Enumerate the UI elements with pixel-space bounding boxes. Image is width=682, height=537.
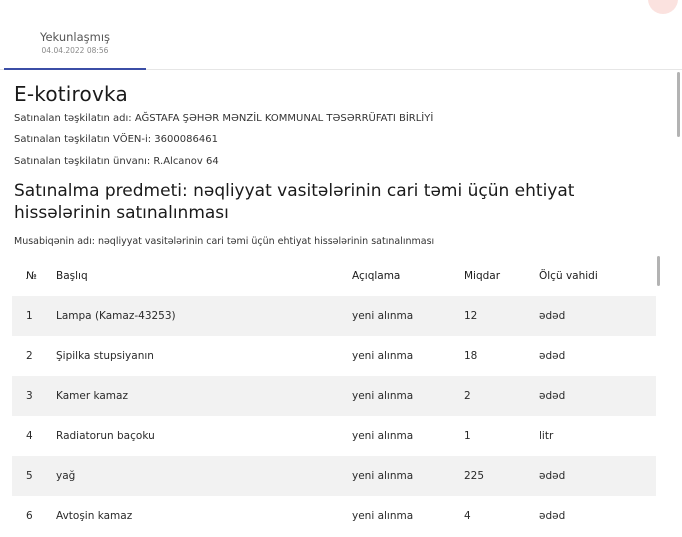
tab-title: Yekunlaşmış (39, 30, 111, 44)
table-row (12, 496, 656, 536)
cell-no: 4 (26, 430, 33, 442)
cell-title: Kamer kamaz (56, 376, 352, 416)
cell-qty: 4 (464, 510, 471, 522)
cell-desc: yeni alınma (352, 376, 464, 416)
items-table (12, 256, 656, 536)
cell-qty: 18 (464, 350, 478, 362)
cell-no: 1 (12, 296, 56, 336)
cell-title: Avtoşin kamaz (56, 510, 133, 522)
cell-unit: ədəd (539, 350, 566, 362)
cell-no: 3 (12, 376, 56, 416)
table-row (12, 456, 656, 496)
tab-completed[interactable] (4, 29, 146, 70)
col-header-title: Başlıq (56, 270, 88, 282)
content-panel (0, 70, 682, 537)
cell-qty: 1 (464, 430, 471, 442)
cell-title: Şipilka stupsiyanın (56, 350, 154, 362)
competition-name: Musabiqənin adı: nəqliyyat vasitələrinin cari təmi üçün ehtiyat hissələrinin satınalınması (14, 236, 435, 247)
cell-desc: yeni alınma (352, 456, 464, 496)
cell-unit: ədəd (539, 510, 566, 522)
cell-no: 5 (12, 456, 56, 496)
cell-unit: ədəd (539, 456, 656, 496)
cell-unit: litr (539, 430, 554, 442)
cell-qty: 12 (464, 296, 539, 336)
col-header-desc: Açıqlama (352, 270, 401, 282)
cell-unit: ədəd (539, 296, 656, 336)
cell-desc: yeni alınma (352, 296, 464, 336)
org-address: Satınalan təşkilatın ünvanı: R.Alcanov 64 (14, 156, 219, 167)
table-row (12, 296, 656, 336)
table-row (12, 376, 656, 416)
col-header-unit: Ölçü vahidi (539, 270, 598, 282)
cell-title: Radiatorun baçoku (56, 430, 155, 442)
procurement-subject: Satınalma predmeti: nəqliyyat vasitələrinin cari təmi üçün ehtiyat hissələrinin satınalınması (14, 181, 575, 223)
cell-title: Lampa (Kamaz-43253) (56, 296, 352, 336)
status-tabbar (0, 0, 682, 70)
table-row (12, 416, 656, 456)
table-header-row (12, 256, 656, 296)
cell-unit: ədəd (539, 376, 656, 416)
items-table-container (12, 256, 660, 537)
cell-title: yağ (56, 456, 352, 496)
org-name: Satınalan təşkilatın adı: AĞSTAFA ŞƏHƏR MƏNZİL KOMMUNAL TƏSƏRRÜFATI BİRLİYİ (14, 113, 434, 124)
page-title: E-kotirovka (14, 82, 128, 106)
cell-desc: yeni alınma (352, 430, 414, 442)
cell-qty: 2 (464, 376, 539, 416)
cell-qty: 225 (464, 456, 539, 496)
col-header-no: № (26, 270, 37, 282)
page-scrollbar[interactable] (677, 72, 680, 137)
tab-date: 04.04.2022 08:56 (41, 46, 109, 55)
cell-desc: yeni alınma (352, 510, 414, 522)
table-scrollbar[interactable] (657, 256, 660, 286)
cell-no: 6 (26, 510, 33, 522)
table-row (12, 336, 656, 376)
cell-desc: yeni alınma (352, 350, 414, 362)
org-voen: Satınalan təşkilatın VÖEN-i: 3600086461 (14, 134, 218, 145)
cell-no: 2 (26, 350, 33, 362)
col-header-qty: Miqdar (464, 270, 501, 282)
